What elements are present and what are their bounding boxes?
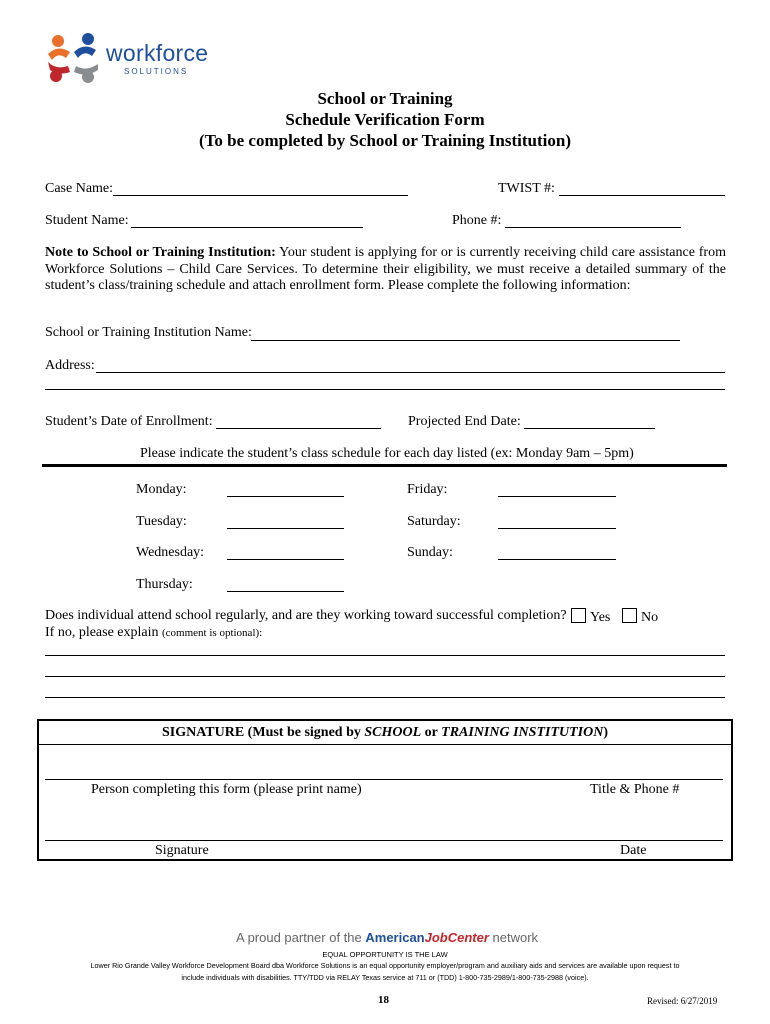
- signature-header-institution: TRAINING INSTITUTION: [441, 725, 604, 740]
- signature-label: Signature: [155, 843, 209, 858]
- student-name-field[interactable]: [131, 227, 363, 228]
- no-option[interactable]: [622, 608, 658, 626]
- twist-label: TWIST #:: [498, 181, 555, 196]
- signature-header: [39, 725, 731, 741]
- sunday-label: Sunday:: [407, 545, 453, 560]
- note-paragraph: [45, 245, 726, 295]
- partner-pre: A proud partner of the: [236, 930, 366, 945]
- thursday-field[interactable]: [227, 591, 344, 592]
- address-field-line2[interactable]: [45, 389, 725, 390]
- yes-option[interactable]: [571, 608, 610, 626]
- address-field-line1[interactable]: [96, 372, 725, 373]
- yes-checkbox[interactable]: [571, 608, 586, 623]
- logo-sub: SOLUTIONS: [124, 67, 189, 76]
- title-line2: Schedule Verification Form: [285, 110, 485, 129]
- end-date-field[interactable]: [524, 428, 655, 429]
- saturday-field[interactable]: [498, 528, 616, 529]
- explain-field-line3[interactable]: [45, 697, 725, 698]
- note-heading: Note to School or Training Institution:: [45, 245, 276, 260]
- tuesday-field[interactable]: [227, 528, 344, 529]
- saturday-label: Saturday:: [407, 514, 461, 529]
- signature-header-pre: SIGNATURE (Must be signed by: [161, 725, 365, 740]
- case-name-field[interactable]: [113, 195, 408, 196]
- tuesday-label: Tuesday:: [136, 514, 187, 529]
- note-text: Your student is applying for or is currently receiving child care assistance from Workforce Solutions – Child Care Services. To determine their eligibility, we must receive a detailed summary of the student’s class/training schedule and attach enrollment form. Please complete the following information:: [45, 245, 726, 293]
- explain-optional: (comment is optional):: [162, 627, 263, 639]
- title-line1: School or Training: [317, 89, 453, 108]
- friday-label: Friday:: [407, 482, 448, 497]
- footer-line1: Lower Rio Grande Valley Workforce Development Board dba Workforce Solutions is an equal opportunity employer/program and auxiliary aids and services are available upon request to: [90, 961, 680, 970]
- partner-post: network: [488, 930, 539, 945]
- print-name-field[interactable]: [45, 779, 723, 780]
- address-label: Address:: [45, 358, 95, 373]
- signature-header-or: or: [421, 725, 442, 740]
- footer-line2: include individuals with disabilities. TTY/TDD via RELAY Texas service at 711 or (TDD) 1-800-735-2989/1-800-735-2988 (voice).: [181, 973, 589, 982]
- eeo-heading: EQUAL OPPORTUNITY IS THE LAW: [322, 950, 448, 959]
- signature-field[interactable]: [45, 840, 723, 841]
- institution-name-field[interactable]: [251, 340, 680, 341]
- end-date-label: Projected End Date:: [408, 414, 521, 429]
- case-name-label: Case Name:: [45, 181, 114, 196]
- no-label: No: [641, 610, 659, 625]
- enrollment-date-label: Student’s Date of Enrollment:: [45, 414, 213, 429]
- wednesday-field[interactable]: [227, 559, 344, 560]
- attendance-question: Does individual attend school regularly, and are they working toward successful completion?: [45, 608, 567, 623]
- explain-label: [45, 625, 262, 641]
- workforce-logo: [44, 30, 214, 90]
- print-name-label: Person completing this form (please print name): [91, 782, 362, 797]
- institution-name-label: School or Training Institution Name:: [45, 325, 252, 340]
- revised-date: Revised: 6/27/2019: [647, 996, 718, 1006]
- partner-job: JobCenter: [424, 930, 489, 945]
- page-number: 18: [378, 994, 389, 1006]
- monday-label: Monday:: [136, 482, 187, 497]
- signature-header-rule: [39, 744, 731, 745]
- partner-american: American: [365, 930, 425, 945]
- enrollment-date-field[interactable]: [216, 428, 381, 429]
- no-checkbox[interactable]: [622, 608, 637, 623]
- phone-field[interactable]: [505, 227, 681, 228]
- friday-field[interactable]: [498, 496, 616, 497]
- signature-header-post: ): [603, 725, 608, 740]
- partner-banner: [236, 930, 538, 945]
- title-phone-label: Title & Phone #: [590, 782, 680, 797]
- yes-label: Yes: [590, 610, 611, 625]
- schedule-divider: [42, 464, 727, 467]
- explain-field-line1[interactable]: [45, 655, 725, 656]
- wednesday-label: Wednesday:: [136, 545, 205, 560]
- sunday-field[interactable]: [498, 559, 616, 560]
- thursday-label: Thursday:: [136, 577, 193, 592]
- phone-label: Phone #:: [452, 213, 502, 228]
- schedule-instruction: Please indicate the student’s class schedule for each day listed (ex: Monday 9am – 5pm): [140, 446, 634, 461]
- twist-field[interactable]: [559, 195, 725, 196]
- signature-header-school: SCHOOL: [364, 725, 422, 740]
- logo-people-icon: [44, 30, 102, 88]
- title-line3: (To be completed by School or Training Institution): [198, 131, 571, 150]
- monday-field[interactable]: [227, 496, 344, 497]
- date-label: Date: [620, 843, 647, 858]
- student-name-label: Student Name:: [45, 213, 129, 228]
- explain-text: If no, please explain: [45, 625, 159, 640]
- logo-brand: workforce: [106, 40, 209, 66]
- explain-field-line2[interactable]: [45, 676, 725, 677]
